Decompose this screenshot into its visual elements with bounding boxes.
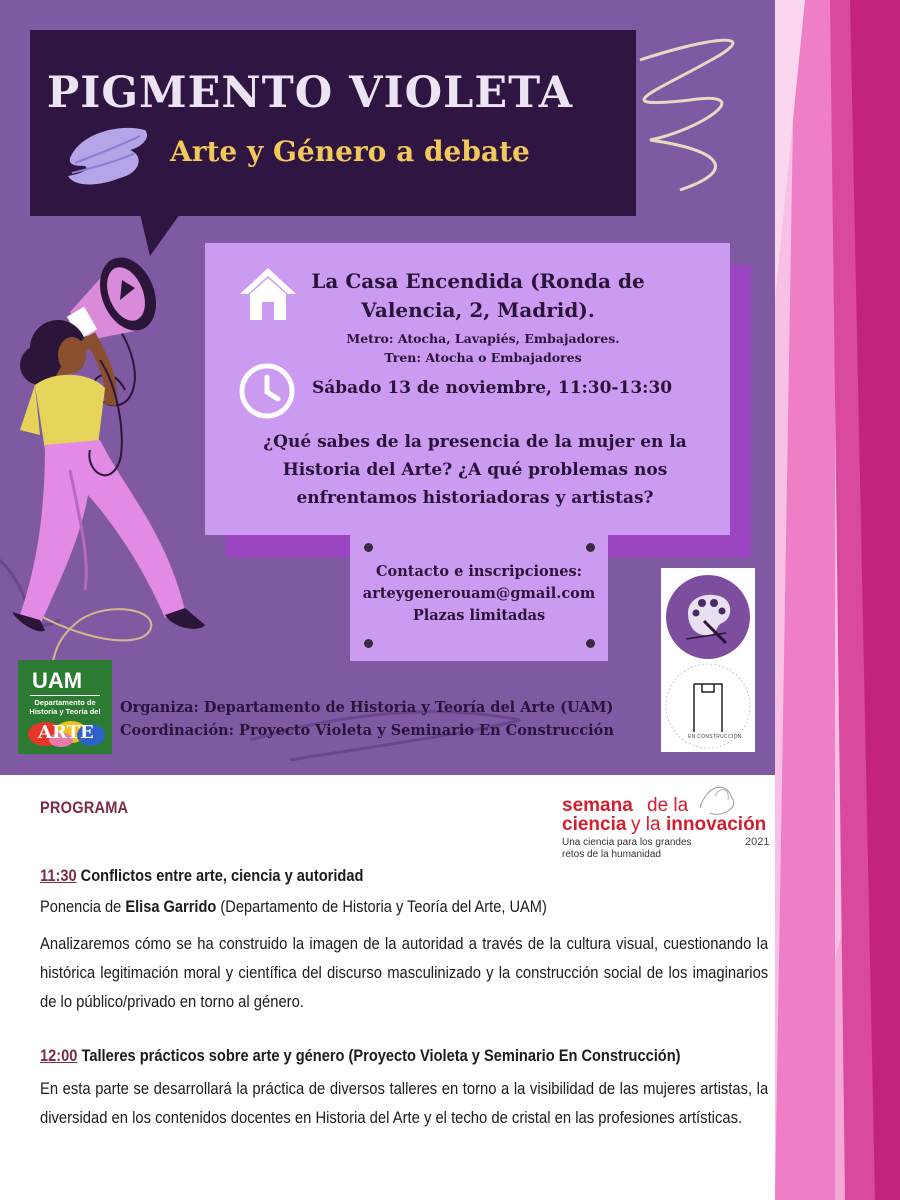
semana-word: semana [562,795,633,816]
pin [364,639,373,648]
metro-line: Metro: Atocha, Lavapiés, Embajadores. [346,331,620,346]
event-question: ¿Qué sabes de la presencia de la mujer en la Historia del Arte? ¿A qué problemas nos enfrentamos historiadoras y artistas? [263,432,687,508]
tren-line: Tren: Atocha o Embajadores [384,350,582,365]
poster-subtitle: Arte y Género a debate [170,135,530,168]
pin [586,543,595,552]
pin [364,543,373,552]
contact-label: Contacto e inscripciones: [376,563,582,580]
metro-info [318,329,648,367]
poster-title: PIGMENTO VIOLETA [46,68,574,118]
megaphone-woman-illustration [0,240,215,650]
semana-tagline-1: Una ciencia para los grandes [562,837,692,848]
de-la-word: de la [647,795,689,816]
program-item-1-time: 11:30 [40,866,77,885]
uam-logo-title: UAM [32,668,83,693]
decorative-stripes [775,0,900,1200]
semana-tagline-2: retos de la humanidad [562,849,661,858]
contact-email[interactable]: arteygenerouam@gmail.com [362,585,596,602]
uam-logo [18,660,112,754]
construction-logo-text: EN CONSTRUCCIÓN [688,734,742,740]
semana-ciencia-logo [560,778,775,858]
house-icon [238,264,298,324]
y-la-word: y la [631,814,661,835]
program-item-1-description: Analizaremos cómo se ha construido la imagen de la autoridad a través de la cultura visual, cuestionando la histórica legitimación moral y científica del discurso masculinizado y la construcción social de los imaginarios de lo público/privado en torno al género. [40,934,769,1011]
contact-info [350,561,608,627]
contact-note: Plazas limitadas [412,607,546,624]
ponencia-prefix: Ponencia de [40,897,126,916]
uam-logo-divider [30,695,100,696]
ponencia-suffix: (Departamento de Historia y Teoría del Arte, UAM) [216,897,547,916]
palette-logo-icon [664,573,752,661]
program-item-1-title-text: Conflictos entre arte, ciencia y autoridad [80,866,364,885]
semana-year: 2021 [745,836,770,848]
program-item-1-title [40,866,363,886]
program-item-2-description: En esta parte se desarrollará la práctica de diversos talleres en torno a la visibilidad de las mujeres artistas, la diversidad en los contenidos docentes en Historia del Arte y el techo de cristal en las profesiones artísticas. [40,1079,769,1127]
pin [586,639,595,648]
coordinacion-line: Coordinación: Proyecto Violeta y Seminario En Construcción [120,722,614,739]
brush-stroke-icon [60,118,155,193]
organizers [120,696,680,742]
ponente-name: Elisa Garrido [125,897,217,916]
program-item-2-title-text: Talleres prácticos sobre arte y género (Proyecto Violeta y Seminario En Construcción) [81,1046,681,1065]
organiza-line: Organiza: Departamento de Historia y Teoría del Arte (UAM) [120,699,614,716]
program-item-1-ponencia [40,897,547,917]
program-item-2-time: 12:00 [40,1046,78,1065]
uam-logo-dept: Departamento de Historia y Teoría del [29,698,101,716]
program-item-2-title [40,1046,681,1066]
clock-icon [238,362,296,420]
uam-logo-arte: ARTE [38,722,94,743]
innovacion-word: innovación [666,814,767,835]
programa-heading: PROGRAMA [40,798,129,817]
venue-address: La Casa Encendida (Ronda de Valencia, 2, Madrid). [311,269,645,322]
ciencia-word: ciencia [562,814,627,835]
event-date: Sábado 13 de noviembre, 11:30-13:30 [312,378,673,398]
